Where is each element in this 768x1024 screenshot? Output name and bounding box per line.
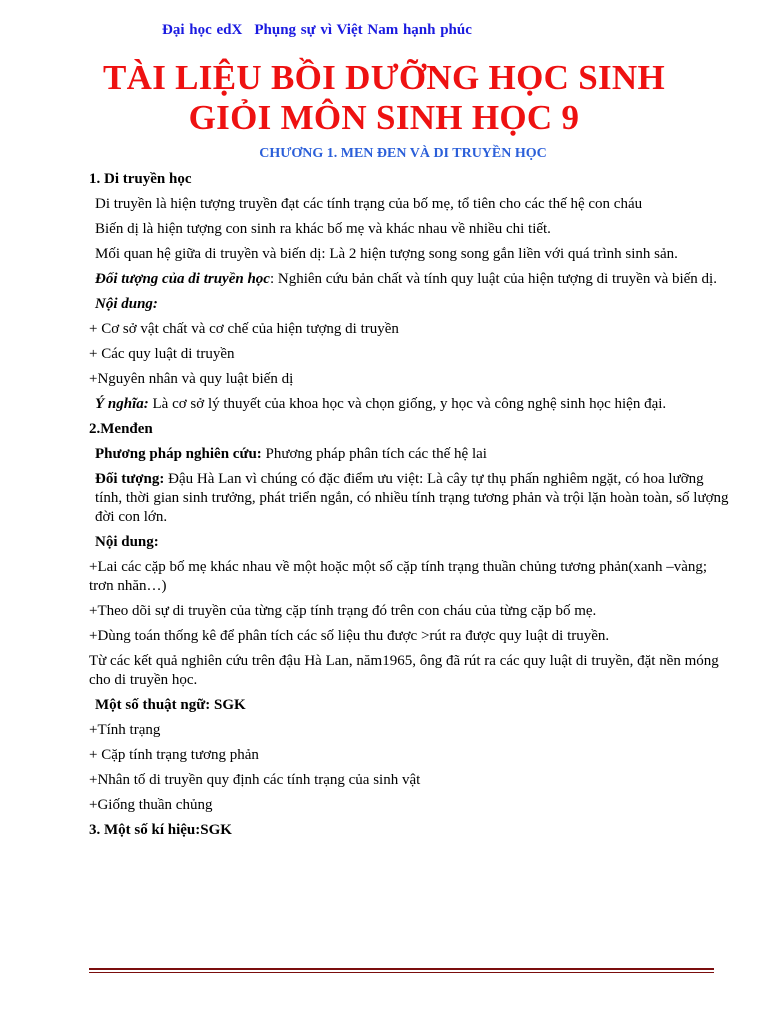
list-item: + Cặp tính trạng tương phản xyxy=(89,747,259,763)
page-header xyxy=(162,22,472,39)
header-left: Đại học edX xyxy=(162,22,243,38)
content-label: Nội dung: xyxy=(95,296,158,312)
list-item: +Nhân tố di truyền quy định các tính trạng của sinh vật xyxy=(89,772,421,788)
paragraph-conclusion: Từ các kết quả nghiên cứu trên đậu Hà Lan, năm1965, ông đã rút ra các quy luật di truyền, đặt nền móng cho di truyền học. xyxy=(89,653,719,688)
footer-divider xyxy=(89,968,714,973)
list-item: +Theo dõi sự di truyền của từng cặp tính trạng đó trên con cháu của từng cặp bố mẹ. xyxy=(89,603,597,619)
terms-label: Một số thuật ngữ: SGK xyxy=(95,697,246,713)
paragraph-object xyxy=(89,270,729,289)
list-item: + Các quy luật di truyền xyxy=(89,346,235,362)
method-text: Phương pháp phân tích các thế hệ lai xyxy=(261,446,487,462)
footer-rule-thin xyxy=(89,972,714,973)
list-item: + Cơ sở vật chất và cơ chế của hiện tượng di truyền xyxy=(89,321,399,337)
object-label-2: Đối tượng: xyxy=(95,471,165,487)
list-item: +Giống thuần chủng xyxy=(89,797,213,813)
paragraph-object-2 xyxy=(89,470,729,527)
object-text-2: Đậu Hà Lan vì chúng có đặc điểm ưu việt: Là cây tự thụ phấn nghiêm ngặt, có hoa lưỡng tính, thời gian sinh trưởng, phát triển ngắn, có nhiều tính trạng tương phản và trội lặn hoàn toàn, số lượng đời con lớn. xyxy=(95,471,729,525)
paragraph-method xyxy=(89,445,729,464)
paragraph-meaning xyxy=(89,395,729,414)
meaning-text: Là cơ sở lý thuyết của khoa học và chọn giống, y học và công nghệ sinh học hiện đại. xyxy=(148,396,667,412)
document-body xyxy=(89,170,729,846)
object-text: : Nghiên cứu bản chất và tính quy luật của hiện tượng di truyền và biến dị. xyxy=(269,271,717,287)
list-item: +Tính trạng xyxy=(89,722,161,738)
header-right: Phụng sự vì Việt Nam hạnh phúc xyxy=(254,22,472,38)
object-label: Đối tượng của di truyền học xyxy=(95,271,270,287)
section-3-heading: 3. Một số kí hiệu:SGK xyxy=(89,822,232,838)
chapter-heading: CHƯƠNG 1. MEN ĐEN VÀ DI TRUYỀN HỌC xyxy=(259,146,547,161)
footer-rule-thick xyxy=(89,968,714,970)
list-item: +Lai các cặp bố mẹ khác nhau về một hoặc một số cặp tính trạng thuần chủng tương phản(xanh –vàng; trơn nhăn…) xyxy=(89,559,708,594)
paragraph: Di truyền là hiện tượng truyền đạt các tính trạng của bố mẹ, tổ tiên cho các thế hệ con cháu xyxy=(95,196,643,212)
paragraph: Mối quan hệ giữa di truyền và biến dị: Là 2 hiện tượng song song gắn liền với quá trình sinh sản. xyxy=(95,246,678,262)
list-item: +Dùng toán thống kê để phân tích các số liệu thu được >rút ra được quy luật di truyền. xyxy=(89,628,610,644)
title-line-1: TÀI LIỆU BỒI DƯỠNG HỌC SINH xyxy=(102,58,666,97)
paragraph: Biến dị là hiện tượng con sinh ra khác bố mẹ và khác nhau về nhiều chi tiết. xyxy=(95,221,551,237)
section-2-heading: 2.Menđen xyxy=(89,421,153,437)
method-label: Phương pháp nghiên cứu: xyxy=(95,446,262,462)
title-line-2: GIỎI MÔN SINH HỌC 9 xyxy=(188,98,580,137)
document-title xyxy=(0,58,768,138)
meaning-label: Ý nghĩa: xyxy=(95,396,149,412)
section-1-heading: 1. Di truyền học xyxy=(89,171,192,187)
content-label-2: Nội dung: xyxy=(95,534,159,550)
list-item: +Nguyên nhân và quy luật biến dị xyxy=(89,371,294,387)
